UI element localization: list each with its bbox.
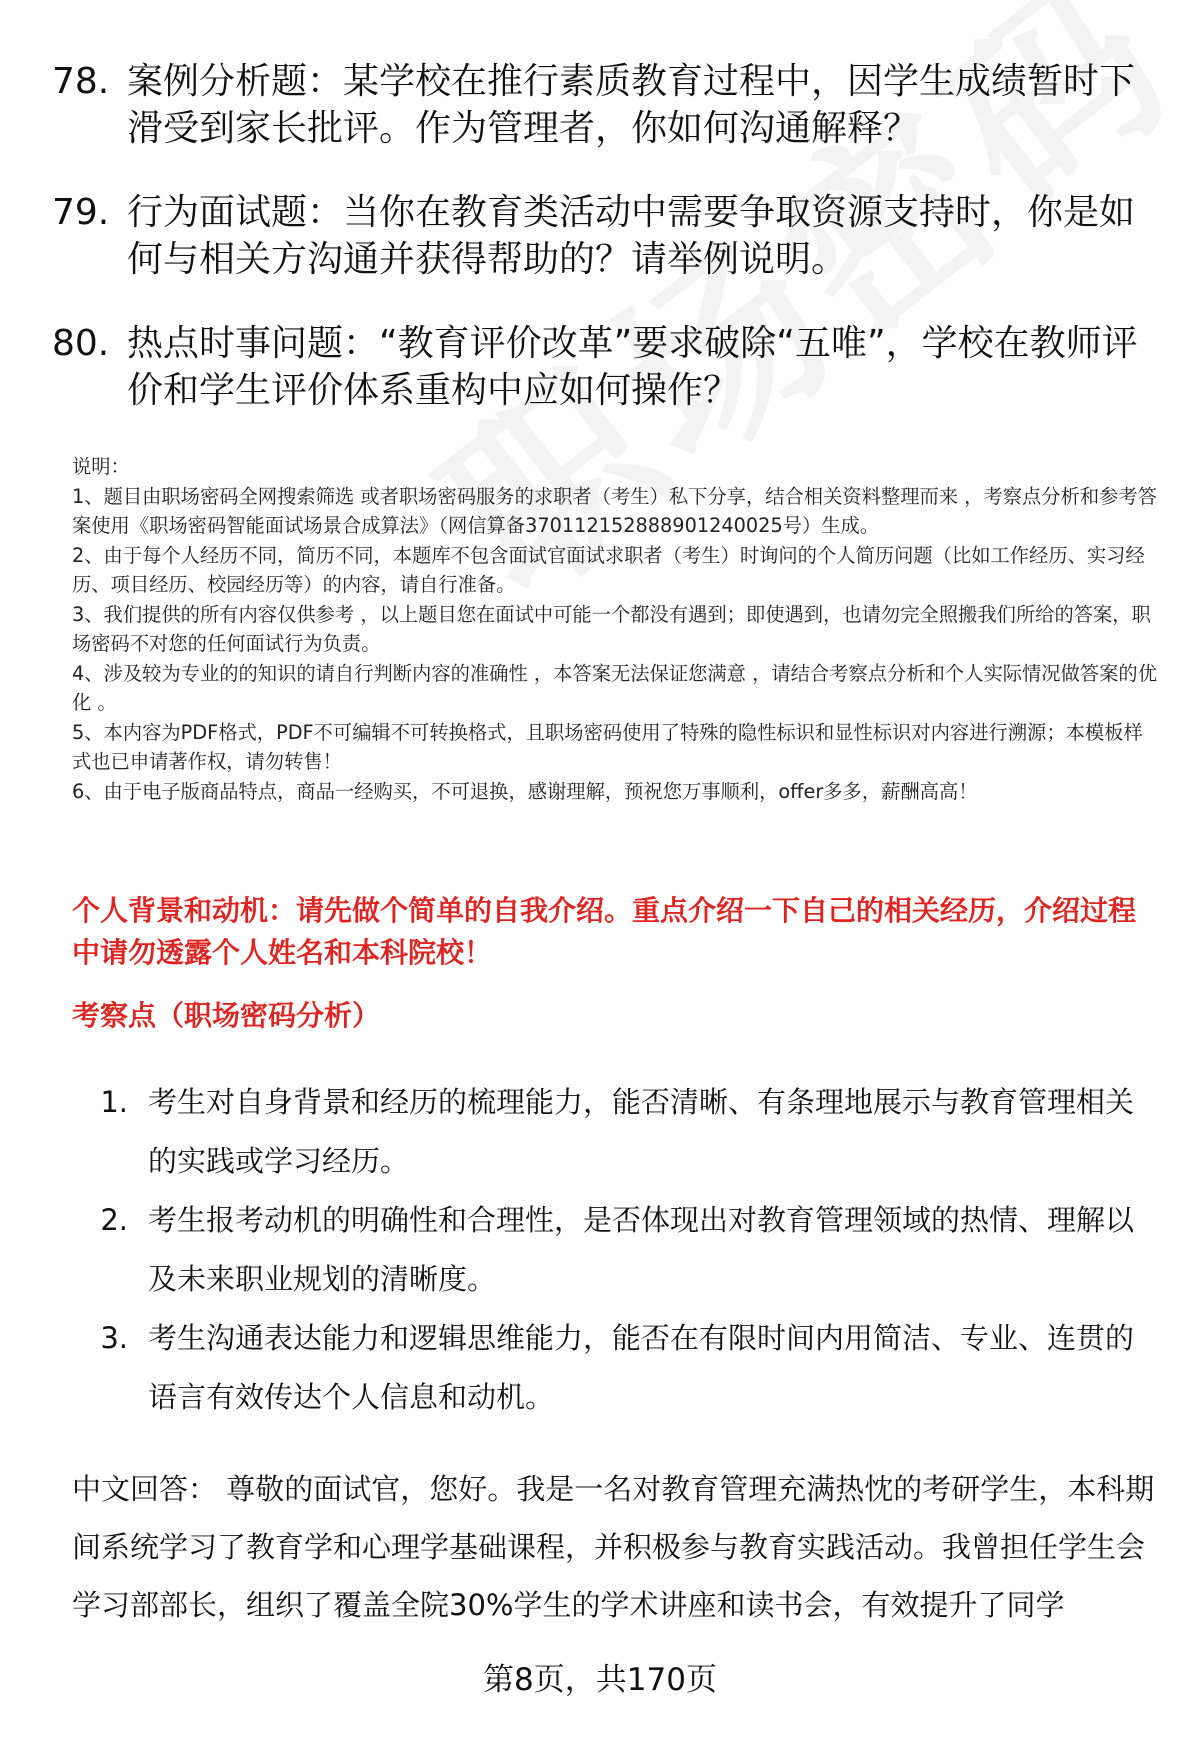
point-number: 3.: [100, 1321, 128, 1355]
question-item: [52, 189, 1162, 283]
question-item: [52, 58, 1162, 152]
question-number: 79.: [52, 192, 110, 233]
question-list: [52, 58, 1162, 451]
analysis-point: [72, 1309, 1157, 1427]
note-item: 6、由于电子版商品特点，商品一经购买，不可退换，感谢理解，预祝您万事顺利，offer多多，薪酬高高！: [72, 779, 978, 803]
point-text: 考生沟通表达能力和逻辑思维能力，能否在有限时间内用简洁、专业、连贯的语言有效传达个人信息和动机。: [148, 1321, 1135, 1414]
note-item: 1、题目由职场密码全网搜索筛选 或者职场密码服务的求职者（考生）私下分享，结合相关资料整理而来 ，考察点分析和参考答案使用《职场密码智能面试场景合成算法》（网信算备370112152888901240025号）生成。: [72, 484, 1157, 537]
analysis-point: [72, 1073, 1157, 1191]
point-number: 2.: [100, 1203, 128, 1237]
question-item: [52, 320, 1162, 414]
note-item: 2、由于每个人经历不同，简历不同，本题库不包含面试官面试求职者（考生）时询问的个人简历问题（比如工作经历、实习经历、项目经历、校园经历等）的内容，请自行准备。: [72, 543, 1145, 596]
point-number: 1.: [100, 1085, 128, 1119]
question-text: 案例分析题：某学校在推行素质教育过程中，因学生成绩暂时下滑受到家长批评。作为管理者，你如何沟通解释？: [127, 61, 1136, 149]
page-footer: 第8页，共170页: [483, 1662, 717, 1698]
question-text: 行为面试题：当你在教育类活动中需要争取资源支持时，你是如何与相关方沟通并获得帮助的？请举例说明。: [127, 192, 1136, 280]
section-heading: 个人背景和动机：请先做个简单的自我介绍。重点介绍一下自己的相关经历，介绍过程中请勿透露个人姓名和本科院校！: [72, 894, 1137, 969]
answer-text: 尊敬的面试官，您好。我是一名对教育管理充满热忱的考研学生，本科期间系统学习了教育学和心理学基础课程，并积极参与教育实践活动。我曾担任学生会学习部部长，组织了覆盖全院30%学生的学术讲座和读书会，有效提升了同学: [72, 1472, 1155, 1622]
notes-section: [72, 452, 1157, 806]
analysis-point: [72, 1191, 1157, 1309]
point-text: 考生报考动机的明确性和合理性，是否体现出对教育管理领域的热情、理解以及未来职业规划的清晰度。: [148, 1203, 1135, 1296]
answer-paragraph: [72, 1460, 1157, 1634]
question-number: 78.: [52, 61, 110, 102]
answer-label: 中文回答：: [72, 1472, 218, 1506]
note-item: 4、涉及较为专业的的知识的请自行判断内容的准确性 ，本答案无法保证您满意 ，请结合考察点分析和个人实际情况做答案的优化 。: [72, 661, 1157, 714]
notes-title: 说明：: [72, 455, 130, 478]
point-text: 考生对自身背景和经历的梳理能力，能否清晰、有条理地展示与教育管理相关的实践或学习经历。: [148, 1085, 1135, 1178]
note-item: 3、我们提供的所有内容仅供参考 ，以上题目您在面试中可能一个都没有遇到；即使遇到，也请勿完全照搬我们所给的答案，职场密码不对您的任何面试行为负责。: [72, 602, 1151, 655]
question-text: 热点时事问题：“教育评价改革”要求破除“五唯”，学校在教师评价和学生评价体系重构中应如何操作？: [127, 323, 1138, 411]
note-item: 5、本内容为PDF格式，PDF不可编辑不可转换格式，且职场密码使用了特殊的隐性标识和显性标识对内容进行溯源；本模板样式也已申请著作权，请勿转售！: [72, 720, 1143, 773]
analysis-points: [72, 1073, 1157, 1427]
question-number: 80.: [52, 323, 110, 364]
analysis-heading: 考察点（职场密码分析）: [72, 999, 381, 1032]
